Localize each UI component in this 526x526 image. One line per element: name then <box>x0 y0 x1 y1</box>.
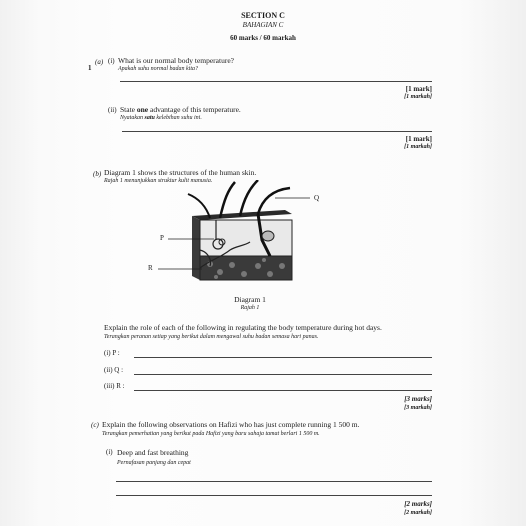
c-stem-my: Terangkan pemerhatian yang berikut pada Hafizi yang baru sahaja tamat berlari 1 500 m. <box>102 431 320 437</box>
part-b-label: (b) <box>93 170 102 178</box>
b-r-label: (iii) R : <box>104 382 125 390</box>
c-i-label: (i) <box>106 448 113 456</box>
answer-line <box>116 481 432 482</box>
c-i-text: Deep and fast breathing <box>117 448 189 457</box>
a-ii-mark: [1 mark] <box>405 135 432 143</box>
answer-line <box>134 390 432 391</box>
part-c-label: (c) <box>91 421 99 429</box>
a-i-markah: [1 markah] <box>404 94 432 100</box>
a-ii-markah: [1 markah] <box>404 144 432 150</box>
a-i-mark: [1 mark] <box>405 85 432 93</box>
label-p: P <box>160 234 164 242</box>
label-r: R <box>148 264 153 272</box>
a-ii-question: State one advantage of this temperature. <box>120 105 241 114</box>
bahagian-title: BAHAGIAN C <box>242 21 284 29</box>
b-mark: [3 marks] <box>404 395 432 403</box>
question-number: 1 <box>88 64 92 72</box>
diagram-caption: Diagram 1 <box>234 295 266 304</box>
c-i-text-my: Pernafasan panjang dan cepat <box>117 460 191 466</box>
b-stem: Diagram 1 shows the structures of the human skin. <box>104 168 257 177</box>
answer-line <box>120 81 432 82</box>
answer-line <box>122 131 432 132</box>
a-i-label: (i) <box>108 57 115 65</box>
marks-total: 60 marks / 60 markah <box>230 34 296 42</box>
diagram-caption-my: Rajah 1 <box>240 305 260 311</box>
a-ii-question-my: Nyatakan satu kelebihan suhu ini. <box>120 115 202 121</box>
a-ii-label: (ii) <box>108 106 117 114</box>
skin-diagram <box>140 180 340 295</box>
b-stem-my: Rajah 1 menunjukkan struktur kulit manusia. <box>104 178 213 184</box>
b-instruction-my: Terangkan peranan setiap yang berikut dalam mengawal suhu badan semasa hari panas. <box>104 334 319 340</box>
a-i-question-my: Apakah suhu normal badan kita? <box>118 66 198 72</box>
a-i-question: What is our normal body temperature? <box>118 56 235 65</box>
section-title: SECTION C <box>241 11 285 20</box>
answer-line <box>116 495 432 496</box>
b-p-label: (i) P : <box>104 349 120 357</box>
answer-line <box>134 374 432 375</box>
answer-line <box>134 357 432 358</box>
part-a-label: (a) <box>95 58 104 66</box>
b-q-label: (ii) Q : <box>104 366 124 374</box>
label-q: Q <box>314 194 320 202</box>
c-markah: [2 markah] <box>404 510 432 516</box>
c-stem: Explain the following observations on Hafizi who has just complete running 1 500 m. <box>102 420 360 429</box>
b-instruction: Explain the role of each of the following in regulating the body temperature during hot days. <box>104 323 382 332</box>
b-markah: [3 markah] <box>404 405 432 411</box>
c-mark: [2 marks] <box>404 500 432 508</box>
